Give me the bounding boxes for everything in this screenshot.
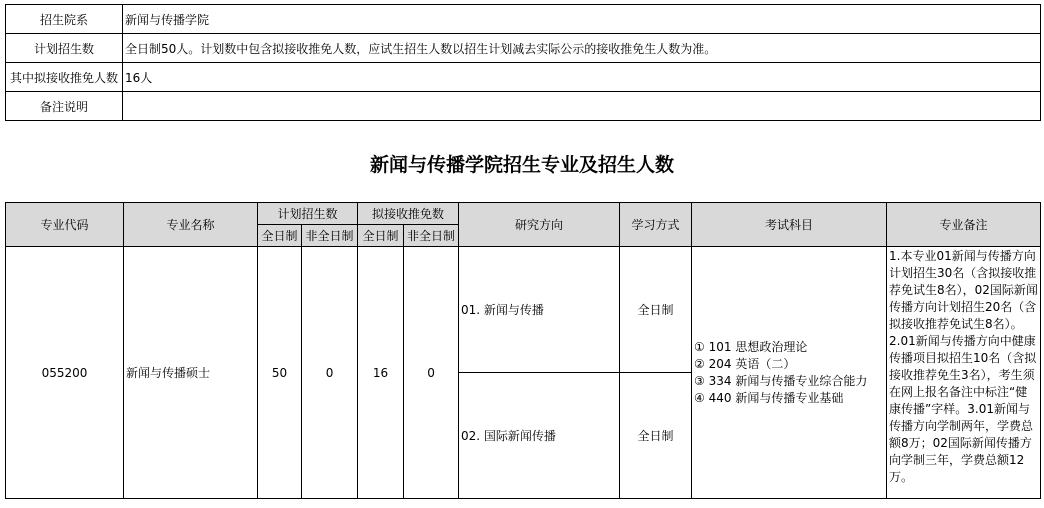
subject-item: ④ 440 新闻与传播专业基础 [694,390,844,405]
info-label: 计划招生数 [6,34,123,63]
direction-2: 02. 国际新闻传播 [459,373,620,499]
info-row-plan [6,34,1041,63]
major-notes: 1.本专业01新闻与传播方向计划招生30名（含拟接收推荐免试生8名），02国际新闻传播方向计划招生20名（含拟接收推荐免试生8名）。2.01新闻与传播方向中健康传播项目拟招生10名（含拟接收推荐免生3名），考生须在网上报名备注中标注“健康传播”字样。3.01新闻与传播方向学制两年，学费总额8万；02国际新闻传播方向学制三年，学费总额12万。 [887,247,1041,499]
subject-item: ① 101 思想政治理论 [694,339,808,354]
major-code: 055200 [6,247,124,499]
header-mode: 学习方式 [620,203,692,247]
info-label: 招生院系 [6,5,123,34]
header-notes: 专业备注 [887,203,1041,247]
direction-1: 01. 新闻与传播 [459,247,620,373]
info-row-recommend [6,63,1041,92]
info-label: 备注说明 [6,92,123,121]
header-name: 专业名称 [124,203,258,247]
header-code: 专业代码 [6,203,124,247]
major-name: 新闻与传播硕士 [124,247,258,499]
plan-parttime: 0 [302,247,358,499]
major-table [5,202,1041,499]
table-row [6,247,1041,373]
info-row-college [6,5,1041,34]
rec-parttime: 0 [404,247,459,499]
subject-item: ② 204 英语（二） [694,356,796,371]
header-rec-fulltime: 全日制 [358,225,404,247]
exam-subjects [692,247,887,499]
mode-2: 全日制 [620,373,692,499]
page-title: 新闻与传播学院招生专业及招生人数 [369,154,674,176]
header-recommend: 拟接收推免数 [358,203,459,225]
header-plan-fulltime: 全日制 [258,225,302,247]
info-value: 新闻与传播学院 [123,5,1041,34]
subject-item: ③ 334 新闻与传播专业综合能力 [694,373,868,388]
info-value [123,92,1041,121]
header-row [6,203,1041,225]
header-rec-parttime: 非全日制 [404,225,459,247]
header-plan-parttime: 非全日制 [302,225,358,247]
college-info-table [5,4,1041,121]
info-value: 全日制50人。计划数中包含拟接收推免人数，应试生招生人数以招生计划减去实际公示的接收推免生人数为准。 [123,34,1041,63]
header-subjects: 考试科目 [692,203,887,247]
header-direction: 研究方向 [459,203,620,247]
info-value: 16人 [123,63,1041,92]
plan-fulltime: 50 [258,247,302,499]
rec-fulltime: 16 [358,247,404,499]
mode-1: 全日制 [620,247,692,373]
info-row-remarks [6,92,1041,121]
info-label: 其中拟接收推免人数 [6,63,123,92]
header-plan: 计划招生数 [258,203,358,225]
